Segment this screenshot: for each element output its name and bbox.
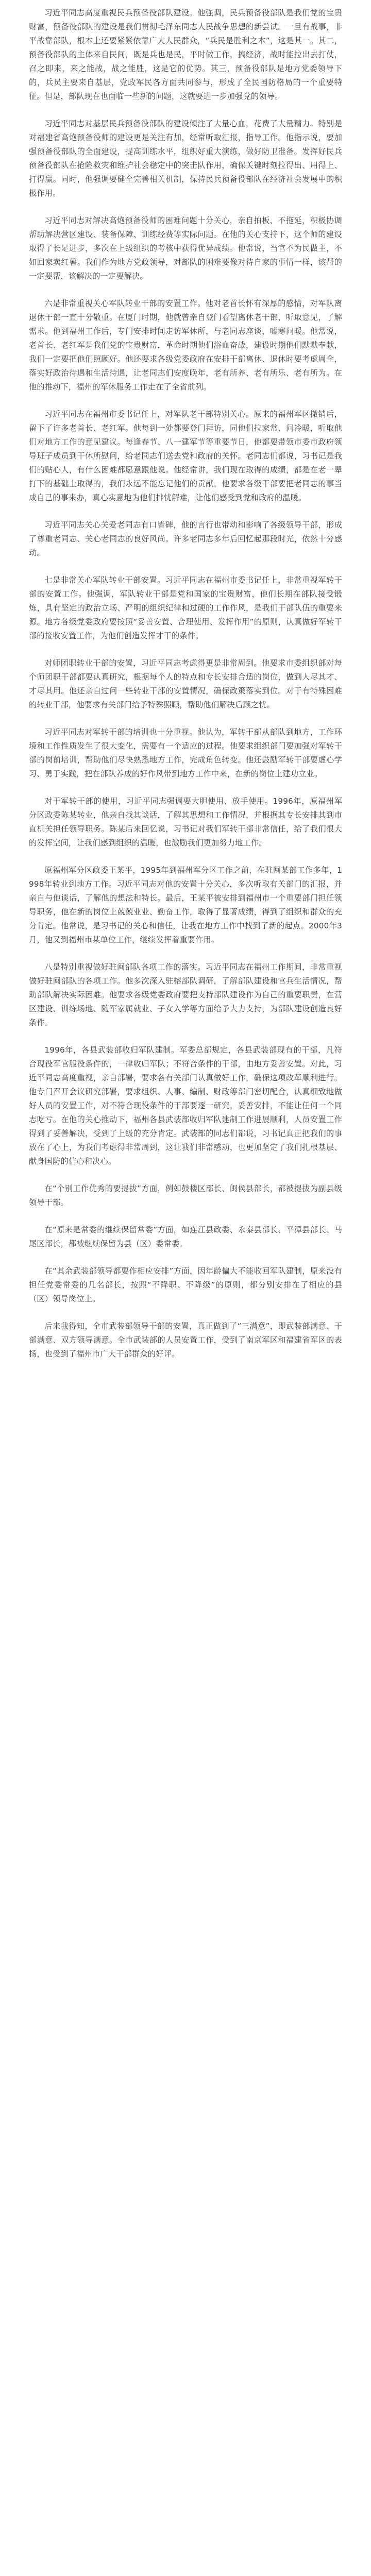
article-body bbox=[29, 6, 342, 1361]
article-paragraph: 习近平同志在福州市委书记任上，对军队老干部特别关心。原来的福州军区撤销后，留下了许多老首长、老红军。他每到一处都要登门拜访，同他们拉家常、问冷暖，听取他们对地方工作的意见建议。每逢春节、八一建军节等重要节日，他都要带领市委市政府领导班子成员到干休所慰问，给老同志们送去党和政府的关怀。老同志们都说，习书记是我们的贴心人，有什么困难都愿意跟他说。他经常讲，我们现在取得的成绩，都是在老一辈打下的基础上取得的，我们永远不能忘记他们的贡献。他要求各级干部要把老同志的事当成自己的事来办，真心实意地为他们排忧解难，让他们感受到党和政府的温暖。 bbox=[29, 410, 342, 502]
article-paragraph: 在“其余武装部领导都要作相应安排”方面，因年龄偏大不能收回军队建制，原来没有担任党委常委的几名部长，按照“不降职、不降级”的原则，都分别安排在了相应的县（区）领导岗位上。 bbox=[29, 1266, 342, 1303]
article-paragraph: 在“个别工作优秀的要提拔”方面，例如鼓楼区部长、闽侯县部长，都被提拔为副县级领导干部。 bbox=[29, 1184, 342, 1207]
article-paragraph: 后来我得知，全市武装部领导干部的安置，真正做到了“三满意”，即武装部满意、干部满意、双方领导满意。全市武装部的人员安置工作，受到了南京军区和福建省军区的表扬，也受到了福州市广大干部群众的好评。 bbox=[29, 1321, 342, 1359]
article-paragraph: 习近平同志对解决高炮预备役师的困难问题十分关心，亲自拍板、不拖延，积极协调帮助解决营区建设、装备保障、训练经费等实际问题。在他的关心支持下，这个师的建设取得了长足进步，多次在上级组织的考核中获得优异成绩。他常说，当官不为民做主，不如回家卖红薯。我们作为地方党政领导，对部队的困难要像对待自家的事情一样，该帮的一定要帮，该解决的一定要解决。 bbox=[29, 216, 342, 281]
article-paragraph: 六是非常重视关心军队转业干部的安置工作。他对老首长怀有深厚的感情，对军队离退休干部一直十分敬重。在厦门时期，他就曾亲自登门看望离休老干部，听取意见，了解需求。他到福州工作后，专门安排时间走访军休所，与老同志座谈，嘘寒问暖。他常说，老首长、老红军是我们党的宝贵财富，革命时期他们浴血奋战，建设时期他们默默奉献，我们一定要把他们照顾好。他还要求各级党委政府在安排干部离休、退休时要考虑周全，落实好政治待遇和生活待遇，让老同志们安度晚年，老有所养、老有所乐、老有所为。在他的推动下，福州的军休服务工作走在了全省前列。 bbox=[29, 299, 342, 392]
article-paragraph: 习近平同志对基层民兵预备役部队的建设倾注了大量心血，花费了大量精力。特别是对福建省高炮预备役师的建设更是关注有加，经常听取汇报，指导工作。他指示说，要加强预备役部队的全面建设，提高训练水平，组织好重大演练，做好防卫准备。发挥好民兵预备役部队在抢险救灾和维护社会稳定中的突击队作用，确保关键时刻拉得出、用得上、打得赢。同时，他强调要健全完善相关机制，保持民兵预备役部队在经济社会发展中的积极作用。 bbox=[29, 119, 342, 198]
article-paragraph: 对于军转干部的使用，习近平同志强调要大胆使用、放手使用。1996年，原福州军分区政委陈某转业，他亲自找其谈话，了解其思想和工作情况，并根据其专长安排其到市直机关担任领导职务。陈某后来回忆说，习书记对我们军转干部非常信任，给了我们很大的发挥空间，让我们感到组织的温暖，也激励我们更加努力地工作。 bbox=[29, 796, 342, 848]
article-paragraph: 原福州军分区政委王某平，1995年到福州军分区工作之前，在驻闽某部工作多年，1998年转业到地方工作。习近平同志对他的安置十分关心，多次听取有关部门的汇报，并亲自与他谈话，了解他的想法和特长。最后，王某平被安排到福州市一个重要部门担任领导职务，他在新的岗位上兢兢业业、勤奋工作，取得了显著成绩，得到了组织和群众的充分肯定。他常说，是习书记的关心和信任，让我在地方工作中找到了新的起点。2000年3月，他又到福州市某单位工作，继续发挥着重要作用。 bbox=[29, 866, 342, 944]
article-paragraph: 七是非常关心军队转业干部安置。习近平同志在福州市委书记任上，非常重视军转干部的安置工作。他强调，军队转业干部是党和国家的宝贵财富，他们长期在部队接受锻炼，具有坚定的政治立场、严明的组织纪律和过硬的工作作风，是我们干部队伍的重要来源。地方各级党委政府要按照“妥善安置、合理使用、发挥作用”的原则，认真做好军转干部的接收安置工作，为他们创造发挥才干的条件。 bbox=[29, 575, 342, 640]
article-paragraph: 八是特别重视做好驻闽部队各项工作的落实。习近平同志在福州工作期间，非常重视做好驻闽部队的各项工作。他多次深入驻榕部队调研，了解部队建设和官兵生活情况，帮助部队解决实际困难。他要求各级党委政府要把支持部队建设作为自己的重要职责，在营区建设、训练场地、随军家属就业、子女入学等方面给予大力支持，为部队建设创造良好条件。 bbox=[29, 962, 342, 1027]
article-paragraph: 习近平同志关心关爱老同志有口皆碑，他的言行也带动和影响了各级领导干部，形成了尊重老同志、关心老同志的良好风尚。许多老同志多年后回忆起那段时光，依然十分感动。 bbox=[29, 520, 342, 557]
article-paragraph: 习近平同志对军转干部的培训也十分重视。他认为，军转干部从部队到地方，工作环境和工作性质发生了很大变化，需要有一个适应的过程。他要求组织部门要加强对军转干部的岗前培训，帮助他们尽快熟悉地方工作，完成角色转变。他还鼓励军转干部要虚心学习、勇于实践，把在部队养成的好作风带到地方工作中来，在新的岗位上建功立业。 bbox=[29, 727, 342, 778]
article-paragraph: 对师团职转业干部的安置，习近平同志考虑得更是非常周到。他要求市委组织部对每个师团职干部都要认真研究，根据每个人的特点和专长安排合适的岗位，做到人尽其才、才尽其用。他还亲自过问一些转业干部的安置情况，确保政策落实到位。对于有特殊困难的转业干部，他要求有关部门给予特殊照顾，帮助他们解决后顾之忧。 bbox=[29, 658, 342, 709]
article-paragraph: 1996年，各县武装部收归军队建制。军委总部规定，各县武装部现有的干部，凡符合现役军官服役条件的，一律收归军队；不符合条件的干部，由地方妥善安置。对此，习近平同志高度重视，亲自部署，要求各有关部门认真做好工作，确保这项改革顺利进行。他专门召开会议研究部署，要求组织、人事、编制、财政等部门密切配合，认真细致地做好人员的安置工作，对不符合现役条件的干部要逐一研究，妥善安排，不能让任何一个同志吃亏。在他的关心推动下，福州各县武装部收归军队建制工作进展顺利，人员安置工作得到了妥善解决，受到了上级的充分肯定。武装部的同志们都说，习书记真正把我们的事放在了心上，为我们考虑得非常周到，这让我们非常感动，也更加坚定了我们扎根基层、献身国防的信心和决心。 bbox=[29, 1045, 342, 1166]
article-paragraph: 习近平同志高度重视民兵预备役部队建设。他强调，民兵预备役部队是我们党的宝贵财富，预备役部队的建设是我们贯彻毛泽东同志人民战争思想的新尝试。一旦有战事，非平战靠部队，根本上还要紧紧依靠广大人民群众，“兵民是胜利之本”，这是其一。其二，预备役部队的主体来自民间，既是兵也是民，平时做工作，搞经济，战时能拉出去打仗，召之即来，来之能战，战之能胜，这是它的优势。其三，预备役部队是地方党委领导下的，兵员主要来自基层，党政军民各方面共同参与，形成了全民国防格局的一个重要特征。但是，部队现在也面临一些新的问题，这就要进一步加强党的领导。 bbox=[29, 8, 342, 101]
article-paragraph: 在“原来是常委的继续保留常委”方面，如连江县政委、永泰县部长、平潭县部长、马尾区部长，都被继续保留为县（区）委常委。 bbox=[29, 1225, 342, 1248]
